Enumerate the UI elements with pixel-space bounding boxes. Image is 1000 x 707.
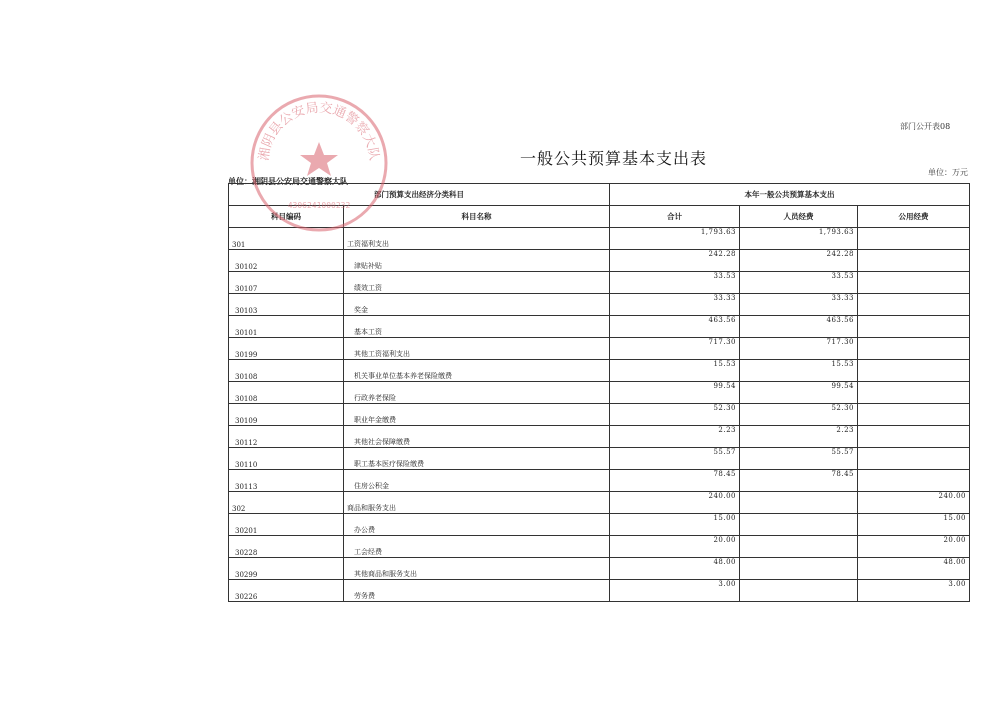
row-code: 301 xyxy=(229,228,344,250)
row-name: 其他工资福利支出 xyxy=(344,338,610,360)
row-code: 30201 xyxy=(229,514,344,536)
row-personnel: 2.23 xyxy=(740,426,858,448)
table-row xyxy=(229,536,970,558)
row-total: 15.00 xyxy=(610,514,740,536)
table-row xyxy=(229,250,970,272)
row-public xyxy=(858,382,970,404)
row-personnel xyxy=(740,492,858,514)
row-public xyxy=(858,272,970,294)
row-code: 30299 xyxy=(229,558,344,580)
row-name: 奖金 xyxy=(344,294,610,316)
row-name: 职工基本医疗保险缴费 xyxy=(344,448,610,470)
page-title: 一般公共预算基本支出表 xyxy=(520,149,708,168)
column-header-total: 合计 xyxy=(610,206,740,228)
row-name: 其他社会保障缴费 xyxy=(344,426,610,448)
row-code: 30109 xyxy=(229,404,344,426)
row-public xyxy=(858,426,970,448)
row-total: 15.53 xyxy=(610,360,740,382)
table-row xyxy=(229,558,970,580)
row-code: 30101 xyxy=(229,316,344,338)
row-personnel: 1,793.63 xyxy=(740,228,858,250)
table-row xyxy=(229,272,970,294)
row-code: 30110 xyxy=(229,448,344,470)
row-total: 55.57 xyxy=(610,448,740,470)
table-row xyxy=(229,448,970,470)
row-name: 办公费 xyxy=(344,514,610,536)
document-code: 部门公开表08 xyxy=(900,122,951,131)
row-public xyxy=(858,360,970,382)
row-personnel xyxy=(740,580,858,602)
row-code: 30103 xyxy=(229,294,344,316)
table-row xyxy=(229,470,970,492)
row-total: 240.00 xyxy=(610,492,740,514)
row-personnel: 99.54 xyxy=(740,382,858,404)
row-code: 30102 xyxy=(229,250,344,272)
row-public xyxy=(858,404,970,426)
row-personnel xyxy=(740,514,858,536)
column-header-code: 科目编码 xyxy=(229,206,344,228)
row-personnel: 463.56 xyxy=(740,316,858,338)
row-personnel xyxy=(740,558,858,580)
row-code: 30113 xyxy=(229,470,344,492)
budget-table-body xyxy=(229,228,970,602)
row-code: 302 xyxy=(229,492,344,514)
unit-name: 湘阴县公安局交通警察大队 xyxy=(252,176,348,186)
row-personnel: 15.53 xyxy=(740,360,858,382)
row-code: 30112 xyxy=(229,426,344,448)
row-public xyxy=(858,250,970,272)
row-public: 20.00 xyxy=(858,536,970,558)
table-row xyxy=(229,580,970,602)
row-public: 3.00 xyxy=(858,580,970,602)
row-personnel: 717.30 xyxy=(740,338,858,360)
unit-label: 单位： xyxy=(228,176,252,186)
row-total: 20.00 xyxy=(610,536,740,558)
row-public: 240.00 xyxy=(858,492,970,514)
row-personnel: 242.28 xyxy=(740,250,858,272)
table-row xyxy=(229,316,970,338)
row-code: 30199 xyxy=(229,338,344,360)
row-name: 工资福利支出 xyxy=(344,228,610,250)
row-name: 商品和服务支出 xyxy=(344,492,610,514)
row-total: 99.54 xyxy=(610,382,740,404)
row-total: 48.00 xyxy=(610,558,740,580)
seal-star-icon xyxy=(300,142,338,176)
table-row xyxy=(229,294,970,316)
group-header-classification: 部门预算支出经济分类科目 xyxy=(229,184,610,206)
column-header-name: 科目名称 xyxy=(344,206,610,228)
table-row xyxy=(229,426,970,448)
column-header-public: 公用经费 xyxy=(858,206,970,228)
row-personnel: 52.30 xyxy=(740,404,858,426)
table-row xyxy=(229,360,970,382)
row-total: 78.45 xyxy=(610,470,740,492)
table-row xyxy=(229,228,970,250)
budget-table xyxy=(228,183,970,602)
table-row xyxy=(229,404,970,426)
row-name: 绩效工资 xyxy=(344,272,610,294)
row-code: 30226 xyxy=(229,580,344,602)
row-name: 住房公积金 xyxy=(344,470,610,492)
row-public xyxy=(858,448,970,470)
row-name: 行政养老保险 xyxy=(344,382,610,404)
row-personnel xyxy=(740,536,858,558)
table-row xyxy=(229,338,970,360)
row-public xyxy=(858,316,970,338)
row-total: 1,793.63 xyxy=(610,228,740,250)
table-row xyxy=(229,382,970,404)
row-public xyxy=(858,338,970,360)
row-total: 33.33 xyxy=(610,294,740,316)
row-total: 463.56 xyxy=(610,316,740,338)
row-total: 717.30 xyxy=(610,338,740,360)
row-name: 机关事业单位基本养老保险缴费 xyxy=(344,360,610,382)
row-total: 242.28 xyxy=(610,250,740,272)
row-code: 30228 xyxy=(229,536,344,558)
table-row xyxy=(229,514,970,536)
seal-arc-text: 湘阴县公安局交通警察大队 xyxy=(256,100,382,162)
row-name: 津贴补贴 xyxy=(344,250,610,272)
row-personnel: 33.53 xyxy=(740,272,858,294)
row-total: 52.30 xyxy=(610,404,740,426)
row-public xyxy=(858,228,970,250)
row-public xyxy=(858,294,970,316)
row-name: 职业年金缴费 xyxy=(344,404,610,426)
row-public: 48.00 xyxy=(858,558,970,580)
table-row xyxy=(229,492,970,514)
row-code: 30108 xyxy=(229,360,344,382)
row-personnel: 33.33 xyxy=(740,294,858,316)
row-public xyxy=(858,470,970,492)
column-header-personnel: 人员经费 xyxy=(740,206,858,228)
seal-number: 4306241000232 xyxy=(287,201,351,210)
row-name: 其他商品和服务支出 xyxy=(344,558,610,580)
row-total: 33.53 xyxy=(610,272,740,294)
currency-unit: 单位：万元 xyxy=(928,168,968,177)
row-total: 2.23 xyxy=(610,426,740,448)
row-name: 劳务费 xyxy=(344,580,610,602)
row-public: 15.00 xyxy=(858,514,970,536)
row-personnel: 55.57 xyxy=(740,448,858,470)
group-header-expenditure: 本年一般公共预算基本支出 xyxy=(610,184,970,206)
row-code: 30107 xyxy=(229,272,344,294)
row-name: 基本工资 xyxy=(344,316,610,338)
row-total: 3.00 xyxy=(610,580,740,602)
row-code: 30108 xyxy=(229,382,344,404)
row-name: 工会经费 xyxy=(344,536,610,558)
row-personnel: 78.45 xyxy=(740,470,858,492)
